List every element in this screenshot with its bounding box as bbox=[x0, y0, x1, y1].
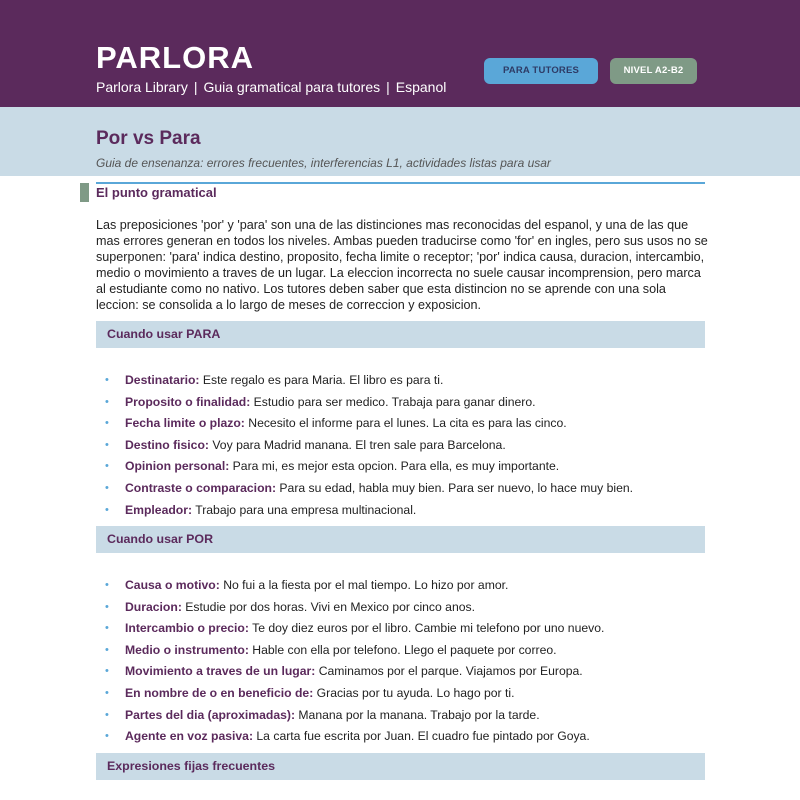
list-item bbox=[96, 726, 708, 748]
breadcrumb-item-library[interactable]: Parlora Library bbox=[96, 79, 188, 95]
usage-example: Para mi, es mejor esta opcion. Para ella, es muy importante. bbox=[229, 459, 560, 474]
bullet-icon: • bbox=[105, 579, 109, 591]
usage-example: Manana por la manana. Trabajo por la tarde. bbox=[295, 707, 540, 722]
usage-term: Contraste o comparacion: bbox=[125, 480, 277, 495]
list-item bbox=[96, 456, 708, 478]
list-item bbox=[96, 370, 708, 392]
breadcrumb-item-language[interactable]: Espanol bbox=[395, 79, 447, 95]
bullet-icon: • bbox=[105, 481, 109, 494]
section-band-para bbox=[96, 321, 705, 348]
level-badge: NIVEL A2-B2 bbox=[610, 58, 697, 84]
bullet-icon: • bbox=[105, 395, 109, 408]
list-item bbox=[96, 618, 708, 640]
bullet-icon: • bbox=[105, 665, 109, 678]
usage-example: Caminamos por el parque. Viajamos por Europa. bbox=[315, 664, 583, 679]
usage-example: Hable con ella por telefono. Llego el paquete por correo. bbox=[248, 642, 557, 657]
list-item bbox=[96, 597, 708, 619]
fixed-expressions-heading: Expresiones fijas frecuentes bbox=[107, 759, 276, 773]
para-heading: Cuando usar PARA bbox=[107, 327, 221, 341]
usage-example: Te doy diez euros por el libro. Cambie mi telefono por uno nuevo. bbox=[248, 621, 605, 636]
list-item bbox=[96, 683, 708, 705]
por-heading: Cuando usar POR bbox=[107, 532, 214, 546]
usage-example: No fui a la fiesta por el mal tiempo. Lo hizo por amor. bbox=[219, 578, 509, 592]
site-header bbox=[0, 0, 800, 107]
usage-example: Necesito el informe para el lunes. La cita es para las cinco. bbox=[244, 416, 567, 431]
page-subtitle: Guia de ensenanza: errores frecuentes, interferencias L1, actividades listas para usar bbox=[96, 156, 551, 170]
bullet-icon: • bbox=[105, 622, 109, 635]
bullet-icon: • bbox=[105, 686, 109, 699]
bullet-icon: • bbox=[105, 503, 109, 516]
bullet-icon: • bbox=[105, 460, 109, 473]
list-item bbox=[96, 500, 708, 522]
bullet-icon: • bbox=[105, 643, 109, 656]
section-accent-bar bbox=[80, 183, 89, 202]
usage-example: Estudie por dos horas. Vivi en Mexico por cinco anos. bbox=[181, 599, 475, 614]
usage-example: Estudio para ser medico. Trabaja para ganar dinero. bbox=[250, 394, 536, 409]
usage-example: La carta fue escrita por Juan. El cuadro fue pintado por Goya. bbox=[253, 729, 590, 744]
usage-term: Opinion personal: bbox=[125, 459, 230, 474]
usage-term: Causa o motivo: bbox=[125, 578, 220, 592]
breadcrumb-separator: | bbox=[193, 79, 198, 95]
list-item bbox=[96, 413, 708, 435]
bullet-icon: • bbox=[105, 600, 109, 613]
brand-logo[interactable]: PARLORA bbox=[96, 40, 254, 75]
usage-term: Agente en voz pasiva: bbox=[125, 729, 254, 744]
bullet-icon: • bbox=[105, 374, 109, 386]
audience-badge: PARA TUTORES bbox=[484, 58, 598, 84]
bullet-icon: • bbox=[105, 417, 109, 430]
section-divider bbox=[96, 182, 705, 184]
list-item bbox=[96, 392, 708, 414]
usage-term: Fecha limite o plazo: bbox=[125, 416, 245, 431]
usage-example: Gracias por tu ayuda. Lo hago por ti. bbox=[313, 685, 515, 700]
breadcrumb-separator: | bbox=[386, 79, 390, 95]
list-item bbox=[96, 661, 708, 683]
usage-example: Trabajo para una empresa multinacional. bbox=[192, 502, 417, 517]
list-item bbox=[96, 705, 708, 727]
usage-term: Intercambio o precio: bbox=[125, 621, 249, 636]
usage-term: Empleador: bbox=[125, 502, 193, 517]
list-item bbox=[96, 478, 708, 500]
usage-term: Partes del dia (aproximadas): bbox=[125, 707, 296, 722]
section-band-fixed-expressions bbox=[96, 753, 705, 780]
list-item bbox=[96, 640, 708, 662]
page-title: Por vs Para bbox=[96, 128, 201, 149]
usage-term: Medio o instrumento: bbox=[125, 642, 249, 657]
usage-term: Proposito o finalidad: bbox=[125, 394, 251, 409]
section-band-por bbox=[96, 526, 705, 553]
section-heading: El punto gramatical bbox=[96, 185, 217, 200]
list-item bbox=[96, 575, 708, 597]
usage-example: Para su edad, habla muy bien. Para ser nuevo, lo hace muy bien. bbox=[276, 480, 634, 495]
por-usage-list bbox=[96, 575, 708, 748]
bullet-icon: • bbox=[105, 730, 109, 743]
title-banner bbox=[0, 107, 800, 176]
list-item bbox=[96, 435, 708, 457]
usage-term: Destinatario: bbox=[125, 373, 200, 387]
bullet-icon: • bbox=[105, 708, 109, 721]
bullet-icon: • bbox=[105, 438, 109, 451]
usage-example: Voy para Madrid manana. El tren sale para Barcelona. bbox=[208, 437, 506, 452]
intro-paragraph: Las preposiciones 'por' y 'para' son una de las distinciones mas reconocidas del espanol, y una de las que mas errores generan en todos los niveles. Ambas pueden traducirse como 'for' en ingles, pero sus usos no se superponen: 'para' indica destino, proposito, fecha limite o receptor; 'por' indica causa, duracion, intercambio, medio o movimiento a traves de un lugar. La eleccion incorrecta no suele causar incomprension, pero marca al estudiante como no nativo. Los tutores deben saber que esta distincion no se aprende con una sola leccion: se consolida a lo largo de meses de correccion y exposicion. bbox=[96, 218, 708, 312]
usage-term: Destino fisico: bbox=[125, 437, 209, 452]
usage-term: Duracion: bbox=[125, 599, 182, 614]
usage-example: Este regalo es para Maria. El libro es para ti. bbox=[199, 373, 444, 387]
breadcrumb bbox=[96, 79, 446, 96]
breadcrumb-item-guide[interactable]: Guia gramatical para tutores bbox=[203, 79, 381, 95]
usage-term: En nombre de o en beneficio de: bbox=[125, 685, 314, 700]
usage-term: Movimiento a traves de un lugar: bbox=[125, 664, 316, 679]
para-usage-list bbox=[96, 370, 708, 521]
